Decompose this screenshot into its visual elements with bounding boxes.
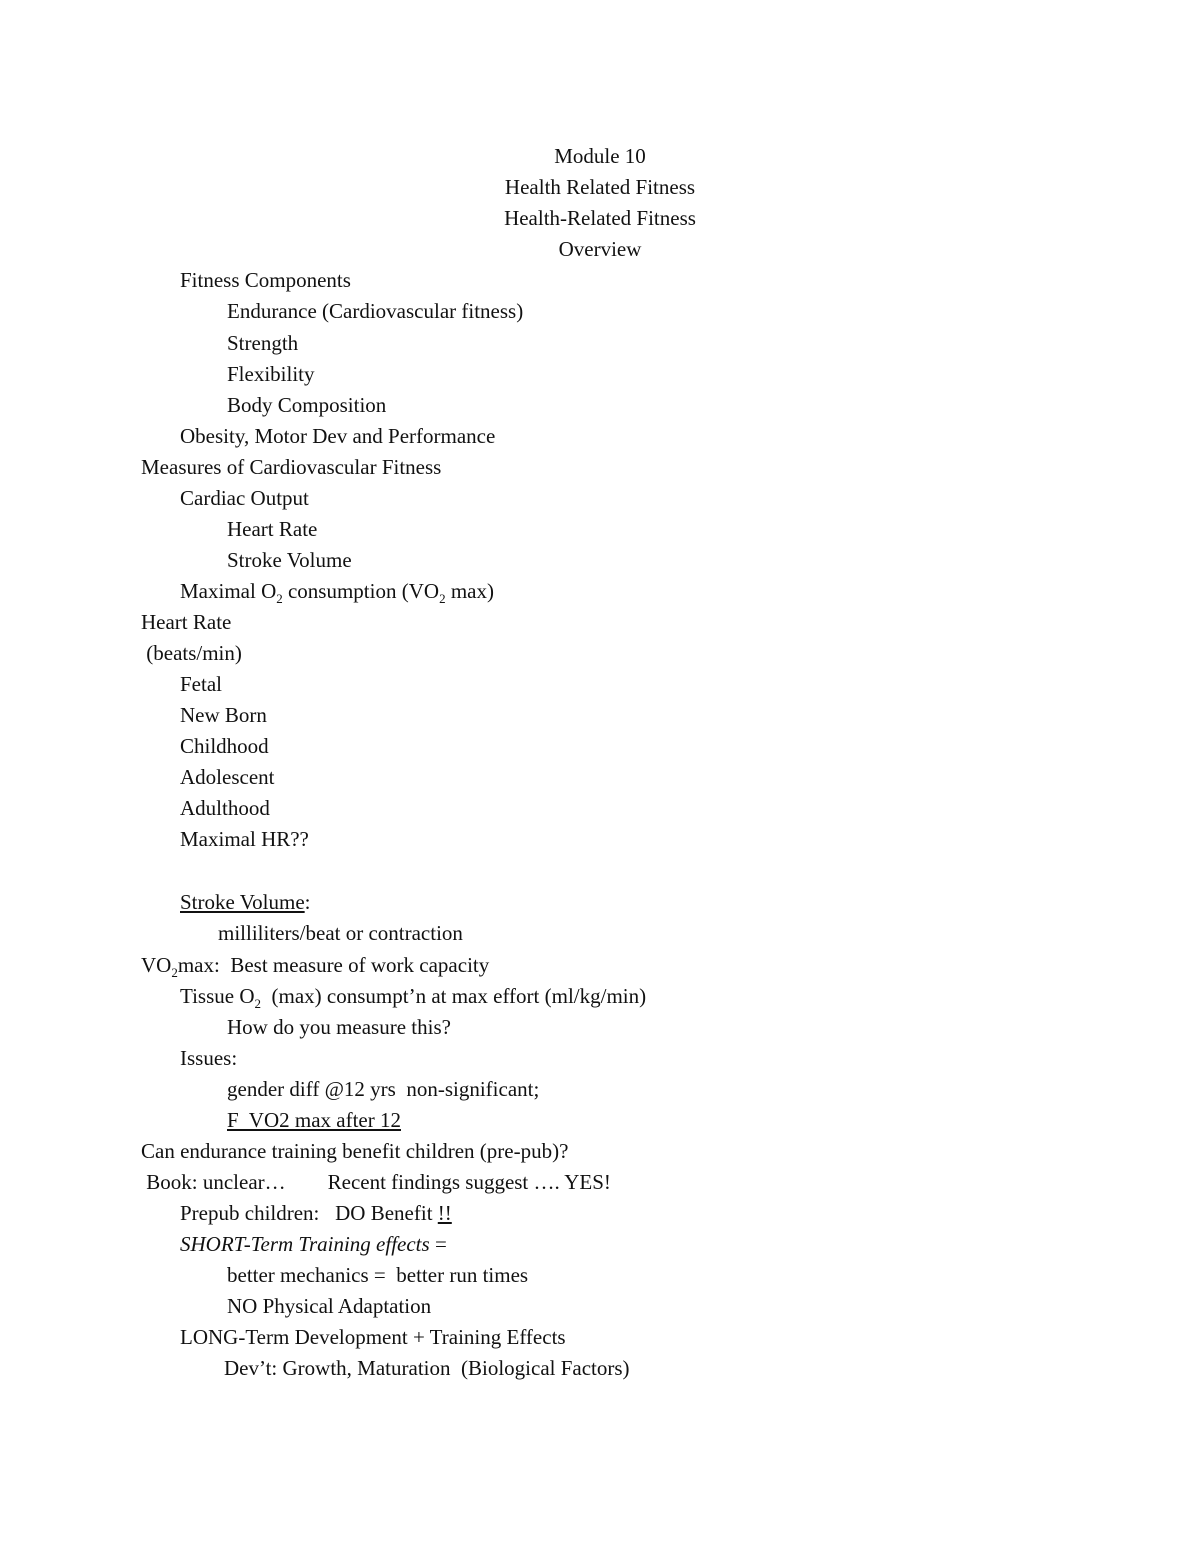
page-subtitle-alt: Health-Related Fitness <box>504 206 696 230</box>
body-composition-item: Body Composition <box>227 393 387 417</box>
no-adaptation-item: NO Physical Adaptation <box>227 1294 432 1318</box>
prepub-benefit: Prepub children: DO Benefit !! <box>180 1201 452 1225</box>
flexibility-item: Flexibility <box>227 362 315 386</box>
development-factors: Dev’t: Growth, Maturation (Biological Factors) <box>224 1356 630 1380</box>
page-subtitle: Health Related Fitness <box>504 175 696 199</box>
strength-item: Strength <box>227 331 299 355</box>
issues-heading: Issues: <box>180 1046 238 1070</box>
stroke-volume-item: Stroke Volume <box>227 548 352 572</box>
heart-rate-stage: Adulthood <box>180 796 270 820</box>
heart-rate-units: (beats/min) <box>141 641 242 665</box>
heart-rate-heading: Heart Rate <box>141 610 232 634</box>
overview-heading: Overview <box>558 237 642 261</box>
training-question: Can endurance training benefit children (pre-pub)? <box>141 1139 569 1163</box>
stroke-volume-definition: milliliters/beat or contraction <box>218 921 463 945</box>
obesity-item: Obesity, Motor Dev and Performance <box>180 424 496 448</box>
heart-rate-stage: Fetal <box>180 672 222 696</box>
heart-rate-stage: Maximal HR?? <box>180 827 309 851</box>
module-title: Module 10 <box>554 144 646 168</box>
book-findings: Book: unclear… Recent findings suggest …. YES! <box>141 1170 611 1194</box>
endurance-item: Endurance (Cardiovascular fitness) <box>227 299 524 323</box>
heart-rate-item: Heart Rate <box>227 517 318 541</box>
female-vo2-item: F VO2 max after 12 <box>227 1108 401 1132</box>
fitness-components: Fitness Components <box>180 268 351 292</box>
heart-rate-stage: Childhood <box>180 734 269 758</box>
maximal-o2-item: Maximal $O_2$ consumption ($VO_2$ max) <box>180 579 494 607</box>
short-term-effects: SHORT-Term Training effects = <box>180 1232 447 1256</box>
long-term-effects: LONG-Term Development + Training Effects <box>180 1325 566 1349</box>
measures-heading: Measures of Cardiovascular Fitness <box>141 455 442 479</box>
mechanics-item: better mechanics = better run times <box>227 1263 529 1287</box>
heart-rate-stage: New Born <box>180 703 267 727</box>
stroke-volume-heading: Stroke Volume: <box>180 890 311 914</box>
cardiac-output-item: Cardiac Output <box>180 486 309 510</box>
heart-rate-stage: Adolescent <box>180 765 275 789</box>
tissue-o2-item: Tissue $O_2$ (max) consumpt’n at max effort (ml/kg/min) <box>180 984 647 1012</box>
measure-question: How do you measure this? <box>227 1015 451 1039</box>
gender-diff-item: gender diff @12 yrs non-significant; <box>227 1077 540 1101</box>
vo2max-heading: $VO_2\max$: Best measure of work capacity <box>141 953 490 981</box>
